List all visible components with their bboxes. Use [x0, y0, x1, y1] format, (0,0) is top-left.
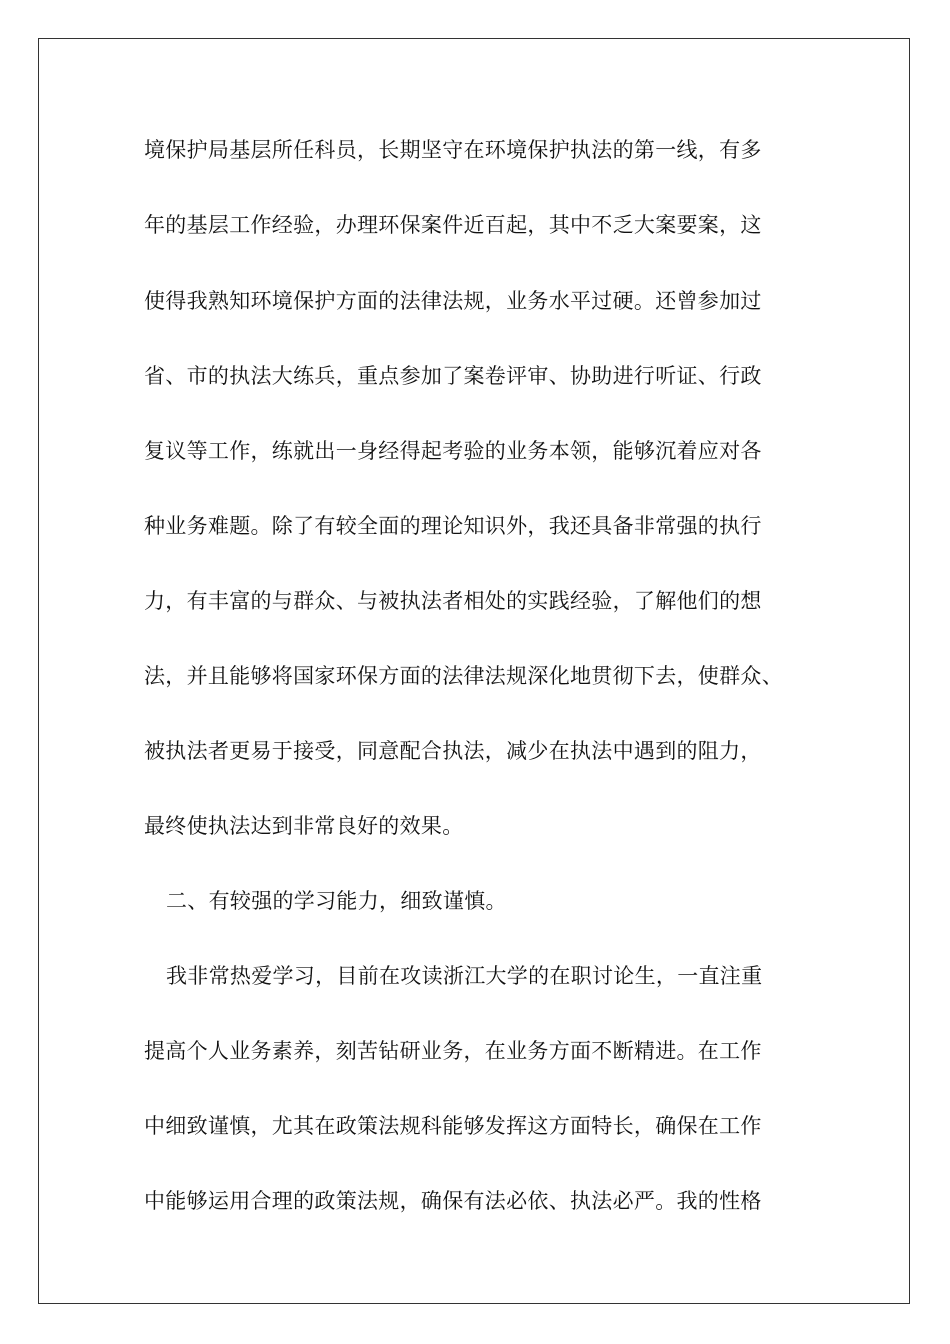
body-line: 使得我熟知环境保护方面的法律法规，业务水平过硬。还曾参加过	[144, 289, 762, 313]
body-line: 中能够运用合理的政策法规，确保有法必依、执法必严。我的性格	[144, 1189, 762, 1213]
section-heading: 二、有较强的学习能力，细致谨慎。	[166, 889, 507, 913]
body-line: 法，并且能够将国家环保方面的法律法规深化地贯彻下去，使群众、	[144, 664, 783, 688]
body-line: 境保护局基层所任科员，长期坚守在环境保护执法的第一线，有多	[144, 138, 762, 162]
body-line: 提高个人业务素养，刻苦钻研业务，在业务方面不断精进。在工作	[144, 1039, 762, 1063]
body-line: 被执法者更易于接受，同意配合执法，减少在执法中遇到的阻力，	[144, 739, 762, 763]
body-line: 力，有丰富的与群众、与被执法者相处的实践经验，了解他们的想	[144, 589, 762, 613]
body-line: 省、市的执法大练兵，重点参加了案卷评审、协助进行听证、行政	[144, 364, 762, 388]
body-line: 复议等工作，练就出一身经得起考验的业务本领，能够沉着应对各	[144, 439, 762, 463]
paragraph-first-line: 我非常热爱学习，目前在攻读浙江大学的在职讨论生，一直注重	[166, 964, 763, 988]
body-line: 最终使执法达到非常良好的效果。	[144, 814, 464, 838]
body-line: 种业务难题。除了有较全面的理论知识外，我还具备非常强的执行	[144, 514, 762, 538]
body-line: 中细致谨慎，尤其在政策法规科能够发挥这方面特长，确保在工作	[144, 1114, 762, 1138]
body-line: 年的基层工作经验，办理环保案件近百起，其中不乏大案要案，这	[144, 213, 762, 237]
